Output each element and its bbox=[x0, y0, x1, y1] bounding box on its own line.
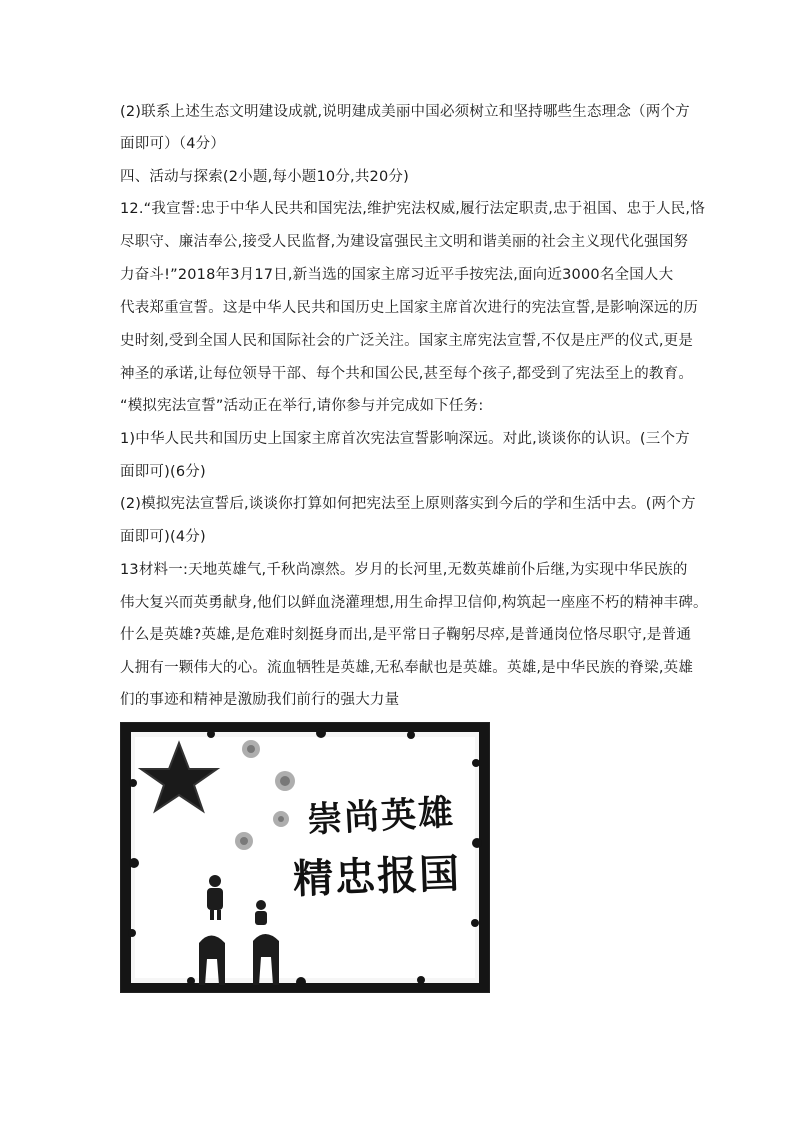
slogan-line-2: 精忠报国 bbox=[292, 850, 462, 903]
question-13-line-3: 什么是英雄?英雄,是危难时刻挺身而出,是平常日子鞠躬尽瘁,是普通岗位恪尽职守,是普通 bbox=[120, 627, 692, 643]
question-12-line-2: 尽职守、廉洁奉公,接受人民监督,为建设富强民主文明和谐美丽的社会主义现代化强国努 bbox=[120, 234, 689, 250]
slogan-line-1: 崇尚英雄 bbox=[306, 792, 457, 841]
question-12-part-2-line-2: 面即可)(4分) bbox=[120, 529, 206, 545]
activity-intro: “模拟宪法宣誓”活动正在举行,请你参与并完成如下任务: bbox=[120, 398, 484, 414]
question-13-line-2: 伟大复兴而英勇献身,他们以鲜血浇灌理想,用生命捍卫信仰,构筑起一座座不朽的精神丰碑。 bbox=[120, 595, 708, 611]
question-12-part-1-line-1: 1)中华人民共和国历史上国家主席首次宪法宣誓影响深远。对此,谈谈你的认识。(三个方 bbox=[120, 431, 690, 447]
question-13-line-4: 人拥有一颗伟大的心。流血牺牲是英雄,无私奉献也是英雄。英雄,是中华民族的脊梁,英雄 bbox=[120, 660, 694, 676]
question-12-part-2-line-1: (2)模拟宪法宣誓后,谈谈你打算如何把宪法至上原则落实到今后的学和生活中去。(两个方 bbox=[120, 496, 696, 512]
question-12-line-1: 12.“我宣誓:忠于中华人民共和国宪法,维护宪法权威,履行法定职责,忠于祖国、忠于人民,恪 bbox=[120, 201, 705, 217]
question-12-part-1-line-2: 面即可)(6分) bbox=[120, 464, 206, 480]
question-11-part-2-line-2: 面即可）（4分） bbox=[120, 136, 226, 152]
question-12-line-4: 代表郑重宣誓。这是中华人民共和国历史上国家主席首次进行的宪法宣誓,是影响深远的历 bbox=[120, 300, 699, 316]
question-12-line-3: 力奋斗!”2018年3月17日,新当选的国家主席习近平手按宪法,面向近3000名全国人大 bbox=[120, 267, 674, 283]
question-13-line-5: 们的事迹和精神是激励我们前行的强大力量 bbox=[120, 692, 400, 708]
question-11-part-2-line-1: (2)联系上述生态文明建设成就,说明建成美丽中国必须树立和坚持哪些生态理念（两个方 bbox=[120, 104, 690, 120]
hero-poster-image bbox=[120, 722, 490, 993]
question-13-line-1: 13材料一:天地英雄气,千秋尚凛然。岁月的长河里,无数英雄前仆后继,为实现中华民族的 bbox=[120, 562, 688, 578]
question-12-line-6: 神圣的承诺,让每位领导干部、每个共和国公民,甚至每个孩子,都受到了宪法至上的教育。 bbox=[120, 366, 694, 382]
section-heading: 四、活动与探索(2小题,每小题10分,共20分) bbox=[120, 169, 409, 185]
question-12-line-5: 史时刻,受到全国人民和国际社会的广泛关注。国家主席宪法宣誓,不仅是庄严的仪式,更是 bbox=[120, 333, 694, 349]
